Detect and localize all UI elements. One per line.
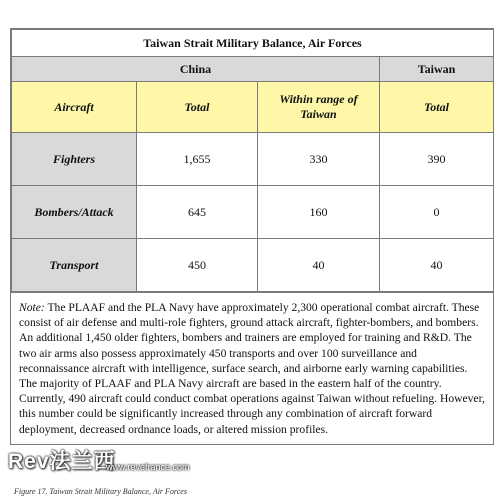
watermark-url: www.revefrance.com [106,462,190,472]
cell-taiwan-total: 0 [380,186,494,239]
table-row [12,133,494,186]
header-china-total: Total [137,82,258,133]
country-header-row [12,57,494,82]
header-taiwan-total: Total [380,82,494,133]
country-taiwan: Taiwan [380,57,494,82]
note-label: Note: [19,301,45,314]
country-china: China [12,57,380,82]
cell-within-range: 40 [258,239,380,292]
figure-caption: Figure 17. Taiwan Strait Military Balance, Air Forces [14,487,187,496]
cell-within-range: 330 [258,133,380,186]
cell-within-range: 160 [258,186,380,239]
watermark-logo: Rev法兰西 [8,450,116,473]
header-aircraft: Aircraft [12,82,137,133]
note-text: The PLAAF and the PLA Navy have approximately 2,300 operational combat aircraft. These consist of air defense and multi-role fighters, ground attack aircraft, fighter-bombers, and bombers. An additional 1,450 older fighters, bombers and trainers are employed for training and R&D. The two air arms also possess approximately 450 transports and over 100 surveillance and reconnaissance aircraft with intelligence, surface search, and airborne early warning capabilities. The majority of PLAAF and PLA Navy aircraft are based in the eastern half of the country. Currently, 490 aircraft could conduct combat operations against Taiwan without refueling. However, this number could be significantly increased through any combination of aircraft forward deployment, decreased ordnance loads, or altered mission profiles. [19,301,485,436]
cell-taiwan-total: 40 [380,239,494,292]
header-within-range: Within range of Taiwan [258,82,380,133]
table-note [11,292,493,444]
column-header-row [12,82,494,133]
cell-china-total: 1,655 [137,133,258,186]
air-forces-table [11,29,494,292]
row-label-bombers-attack: Bombers/Attack [12,186,137,239]
document-figure [10,28,494,445]
row-label-transport: Transport [12,239,137,292]
table-title: Taiwan Strait Military Balance, Air Forces [12,30,494,57]
table-title-row [12,30,494,57]
table-row [12,239,494,292]
cell-taiwan-total: 390 [380,133,494,186]
cell-china-total: 450 [137,239,258,292]
row-label-fighters: Fighters [12,133,137,186]
cell-china-total: 645 [137,186,258,239]
table-row [12,186,494,239]
site-watermark [8,448,230,472]
